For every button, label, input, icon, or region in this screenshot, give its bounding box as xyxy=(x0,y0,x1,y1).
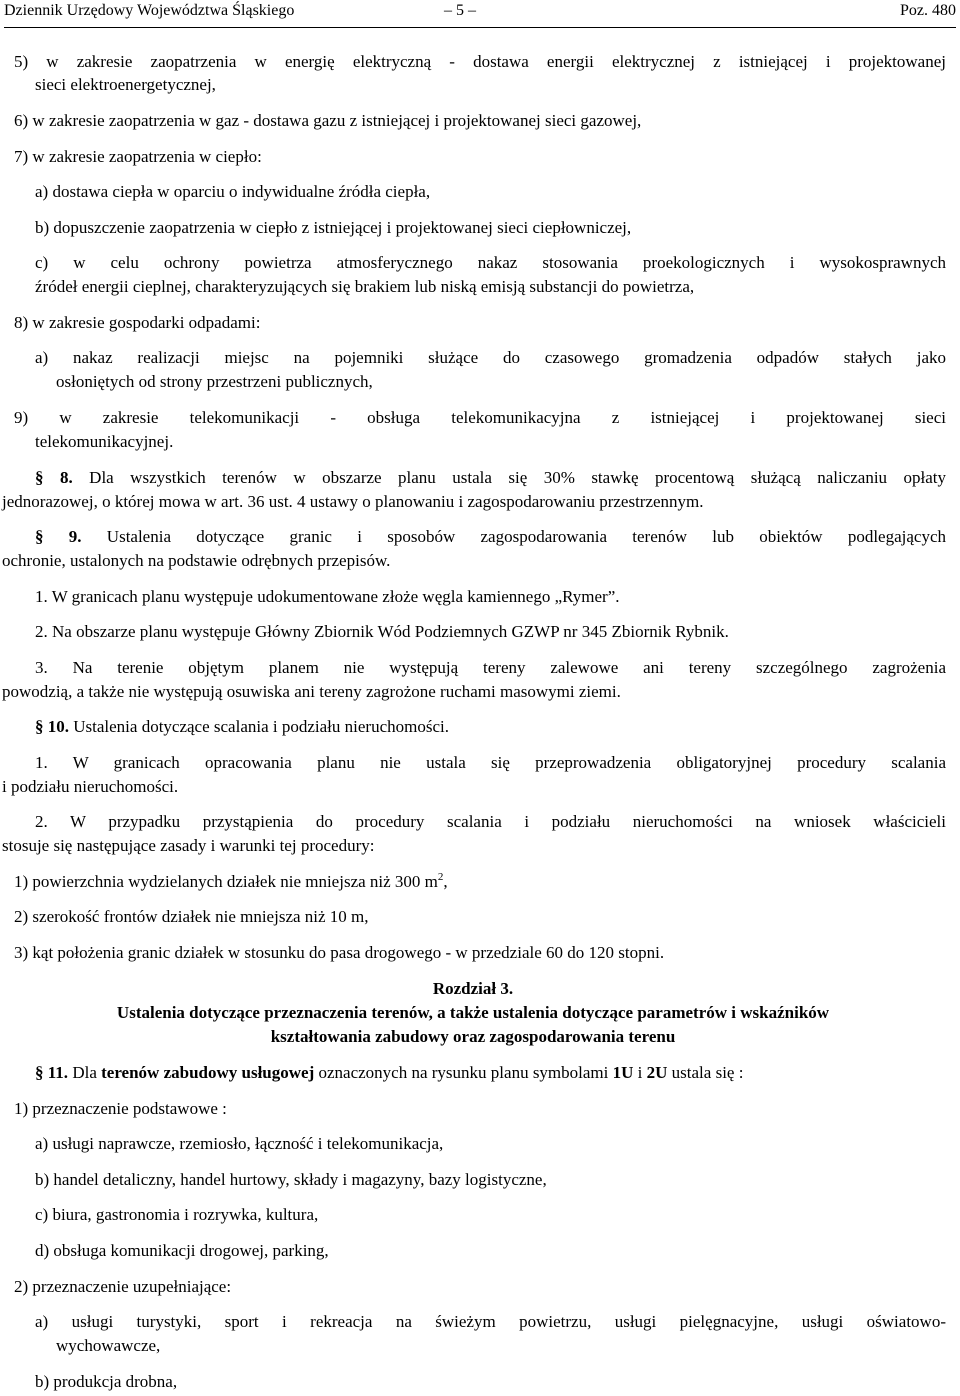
page-header xyxy=(4,2,956,24)
section-11-heading: § 11. Dla terenów zabudowy usługowej oznaczonych na rysunku planu symbolami 1U i 2U ustala się : xyxy=(35,1063,744,1082)
section-9-line2: ochronie, ustalonych na podstawie odrębnych przepisów. xyxy=(2,551,391,570)
item-5-line2: sieci elektroenergetycznej, xyxy=(35,75,216,94)
section-10-item3: 3) kąt położenia granic działek w stosunku do pasa drogowego - w przedziale 60 do 120 stopni. xyxy=(14,943,665,962)
section-8-line1: § 8. Dla wszystkich terenów w obszarze planu ustala się 30% stawkę procentową służącą naliczaniu opłaty xyxy=(35,468,947,487)
section-8-line2: jednorazowej, o której mowa w art. 36 ust. 4 ustawy o planowaniu i zagospodarowaniu przestrzennym. xyxy=(2,492,704,511)
chapter-title-line2: kształtowania zabudowy oraz zagospodarowania terenu xyxy=(270,1027,676,1046)
section-10-item2: 2) szerokość frontów działek nie mniejsza niż 10 m, xyxy=(14,907,369,926)
section-11-item1d: d) obsługa komunikacji drogowej, parking, xyxy=(35,1241,329,1260)
section-10-point1-line2: i podziału nieruchomości. xyxy=(2,777,179,796)
header-rule xyxy=(4,27,956,28)
item-9-line1: 9) w zakresie telekomunikacji - obsługa telekomunikacyjna z istniejącej i projektowanej sieci xyxy=(14,408,946,427)
section-11-item1c: c) biura, gastronomia i rozrywka, kultura, xyxy=(35,1205,319,1224)
item-9-line2: telekomunikacyjnej. xyxy=(35,432,174,451)
section-11-item2b: b) produkcja drobna, xyxy=(35,1372,178,1391)
journal-title: Dziennik Urzędowy Województwa Śląskiego xyxy=(4,2,295,19)
section-9-line1: § 9. Ustalenia dotyczące granic i sposobów zagospodarowania terenów lub obiektów podlegających xyxy=(35,527,947,546)
chapter-heading: Rozdział 3. xyxy=(432,979,514,998)
item-7a: a) dostawa ciepła w oparciu o indywidualne źródła ciepła, xyxy=(35,182,431,201)
superscript-2: 2 xyxy=(437,871,444,883)
section-9-point3-line1: 3. Na terenie objętym planem nie występują tereny zalewowe ani tereny szczególnego zagrożenia xyxy=(35,658,946,677)
section-9-number: § 9. xyxy=(35,527,82,546)
item-8a-line2: osłoniętych od strony przestrzeni publicznych, xyxy=(56,372,373,391)
item-8: 8) w zakresie gospodarki odpadami: xyxy=(14,313,261,332)
item-6: 6) w zakresie zaopatrzenia w gaz - dostawa gazu z istniejącej i projektowanej sieci gazowej, xyxy=(14,111,642,130)
section-10-item1: 1) powierzchnia wydzielanych działek nie mniejsza niż 300 $m^2$, xyxy=(14,871,448,891)
section-11-item1b: b) handel detaliczny, handel hurtowy, składy i magazyny, bazy logistyczne, xyxy=(35,1170,547,1189)
section-11-item2a-line1: a) usługi turystyki, sport i rekreacja na świeżym powietrzu, usługi pielęgnacyjne, usługi oświatowo- xyxy=(35,1312,946,1331)
section-8-number: § 8. xyxy=(35,468,73,487)
section-11-item2: 2) przeznaczenie uzupełniające: xyxy=(14,1277,232,1296)
section-11-item1: 1) przeznaczenie podstawowe : xyxy=(14,1099,227,1118)
section-9-point1: 1. W granicach planu występuje udokumentowane złoże węgla kamiennego „Rymer”. xyxy=(35,587,620,606)
section-10-point1-line1: 1. W granicach opracowania planu nie ustala się przeprowadzenia obligatoryjnej procedury scalania xyxy=(35,753,946,772)
item-5-line1: 5) w zakresie zaopatrzenia w energię elektryczną - dostawa energii elektrycznej z istniejącej i projektowanej xyxy=(14,52,946,71)
section-11-item1a: a) usługi naprawcze, rzemiosło, łączność i telekomunikacja, xyxy=(35,1134,444,1153)
item-7b: b) dopuszczenie zaopatrzenia w ciepło z istniejącej i projektowanej sieci ciepłowniczej, xyxy=(35,218,632,237)
item-7: 7) w zakresie zaopatrzenia w ciepło: xyxy=(14,147,262,166)
section-10-heading: § 10. Ustalenia dotyczące scalania i podziału nieruchomości. xyxy=(35,717,449,736)
page-number: – 5 – xyxy=(444,2,476,19)
section-9-point2: 2. Na obszarze planu występuje Główny Zbiornik Wód Podziemnych GZWP nr 345 Zbiornik Rybnik. xyxy=(35,622,729,641)
section-10-point2-line2: stosuje się następujące zasady i warunki tej procedury: xyxy=(2,836,375,855)
section-9-point3-line2: powodzią, a także nie występują osuwiska ani tereny zagrożone ruchami masowymi ziemi. xyxy=(2,682,621,701)
item-7c-line1: c) w celu ochrony powietrza atmosferycznego nakaz stosowania proekologicznych i wysokosprawnych xyxy=(35,253,946,272)
section-11-item2a-line2: wychowawcze, xyxy=(56,1336,161,1355)
section-10-point2-line1: 2. W przypadku przystąpienia do procedury scalania i podziału nieruchomości na wniosek właścicieli xyxy=(35,812,946,831)
item-7c-line2: źródeł energii cieplnej, charakteryzujących się brakiem lub niską emisją substancji do powietrza, xyxy=(35,277,695,296)
chapter-title-line1: Ustalenia dotyczące przeznaczenia terenów, a także ustalenia dotyczące parametrów i wskaźników xyxy=(116,1003,830,1022)
position-number: Poz. 480 xyxy=(900,2,956,19)
item-8a-line1: a) nakaz realizacji miejsc na pojemniki służące do czasowego gromadzenia odpadów stałych jako xyxy=(35,348,946,367)
section-11-number: § 11. xyxy=(35,1063,69,1082)
section-10-number: § 10. xyxy=(35,717,69,736)
